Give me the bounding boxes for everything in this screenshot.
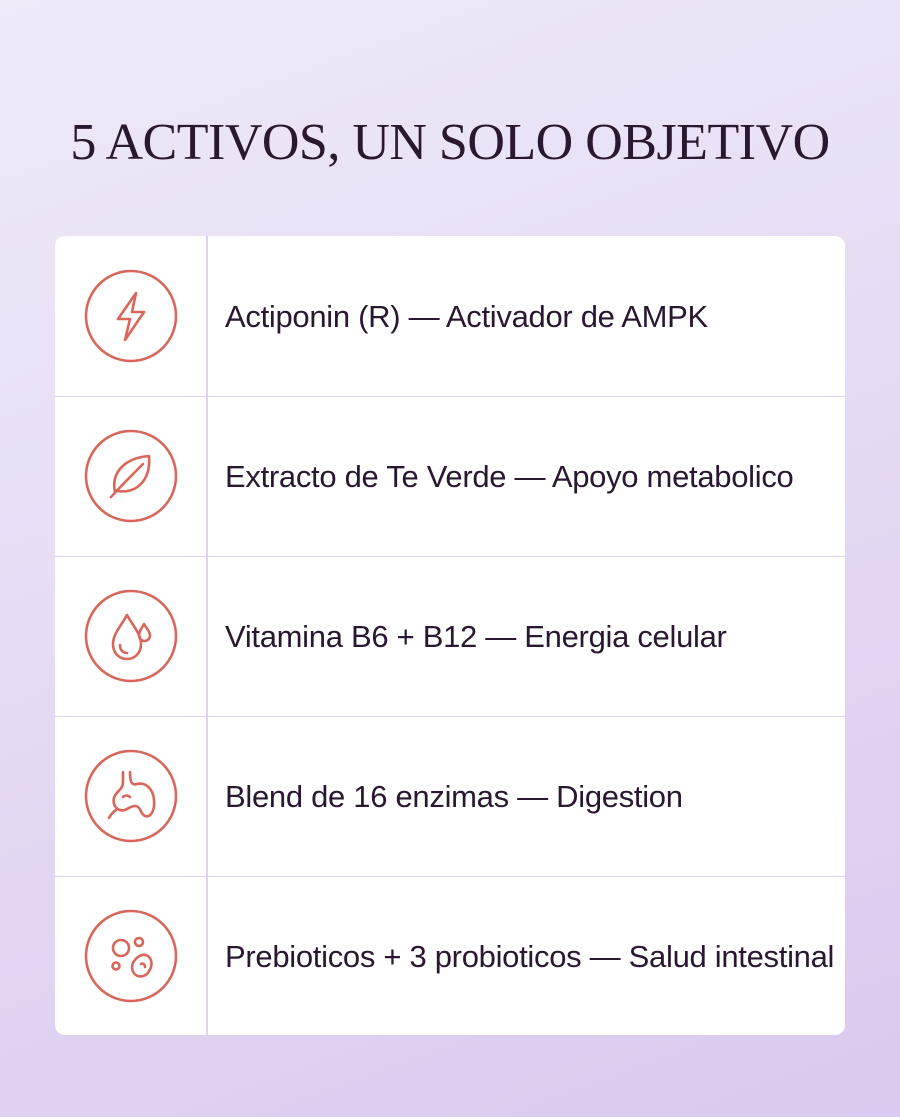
list-item-vitamina	[55, 556, 845, 716]
item-text: Vitamina B6 + B12 — Energia celular	[225, 618, 727, 654]
stomach-icon	[83, 748, 179, 844]
item-text: Actiponin (R) — Activador de AMPK	[225, 298, 708, 334]
list-item-te-verde	[55, 396, 845, 556]
list-item-probioticos	[55, 876, 845, 1035]
item-text: Extracto de Te Verde — Apoyo metabolico	[225, 458, 794, 494]
item-text: Prebioticos + 3 probioticos — Salud intestinal	[225, 938, 835, 974]
list-item-enzimas	[55, 716, 845, 876]
actives-card	[55, 236, 845, 1035]
page-title: 5 ACTIVOS, UN SOLO OBJETIVO	[70, 114, 830, 171]
list-item-actiponin	[55, 236, 845, 396]
leaf-icon	[83, 428, 179, 524]
item-text: Blend de 16 enzimas — Digestion	[225, 778, 683, 814]
bacteria-cells-icon	[83, 908, 179, 1004]
water-drops-icon	[83, 588, 179, 684]
lightning-bolt-icon	[83, 268, 179, 364]
